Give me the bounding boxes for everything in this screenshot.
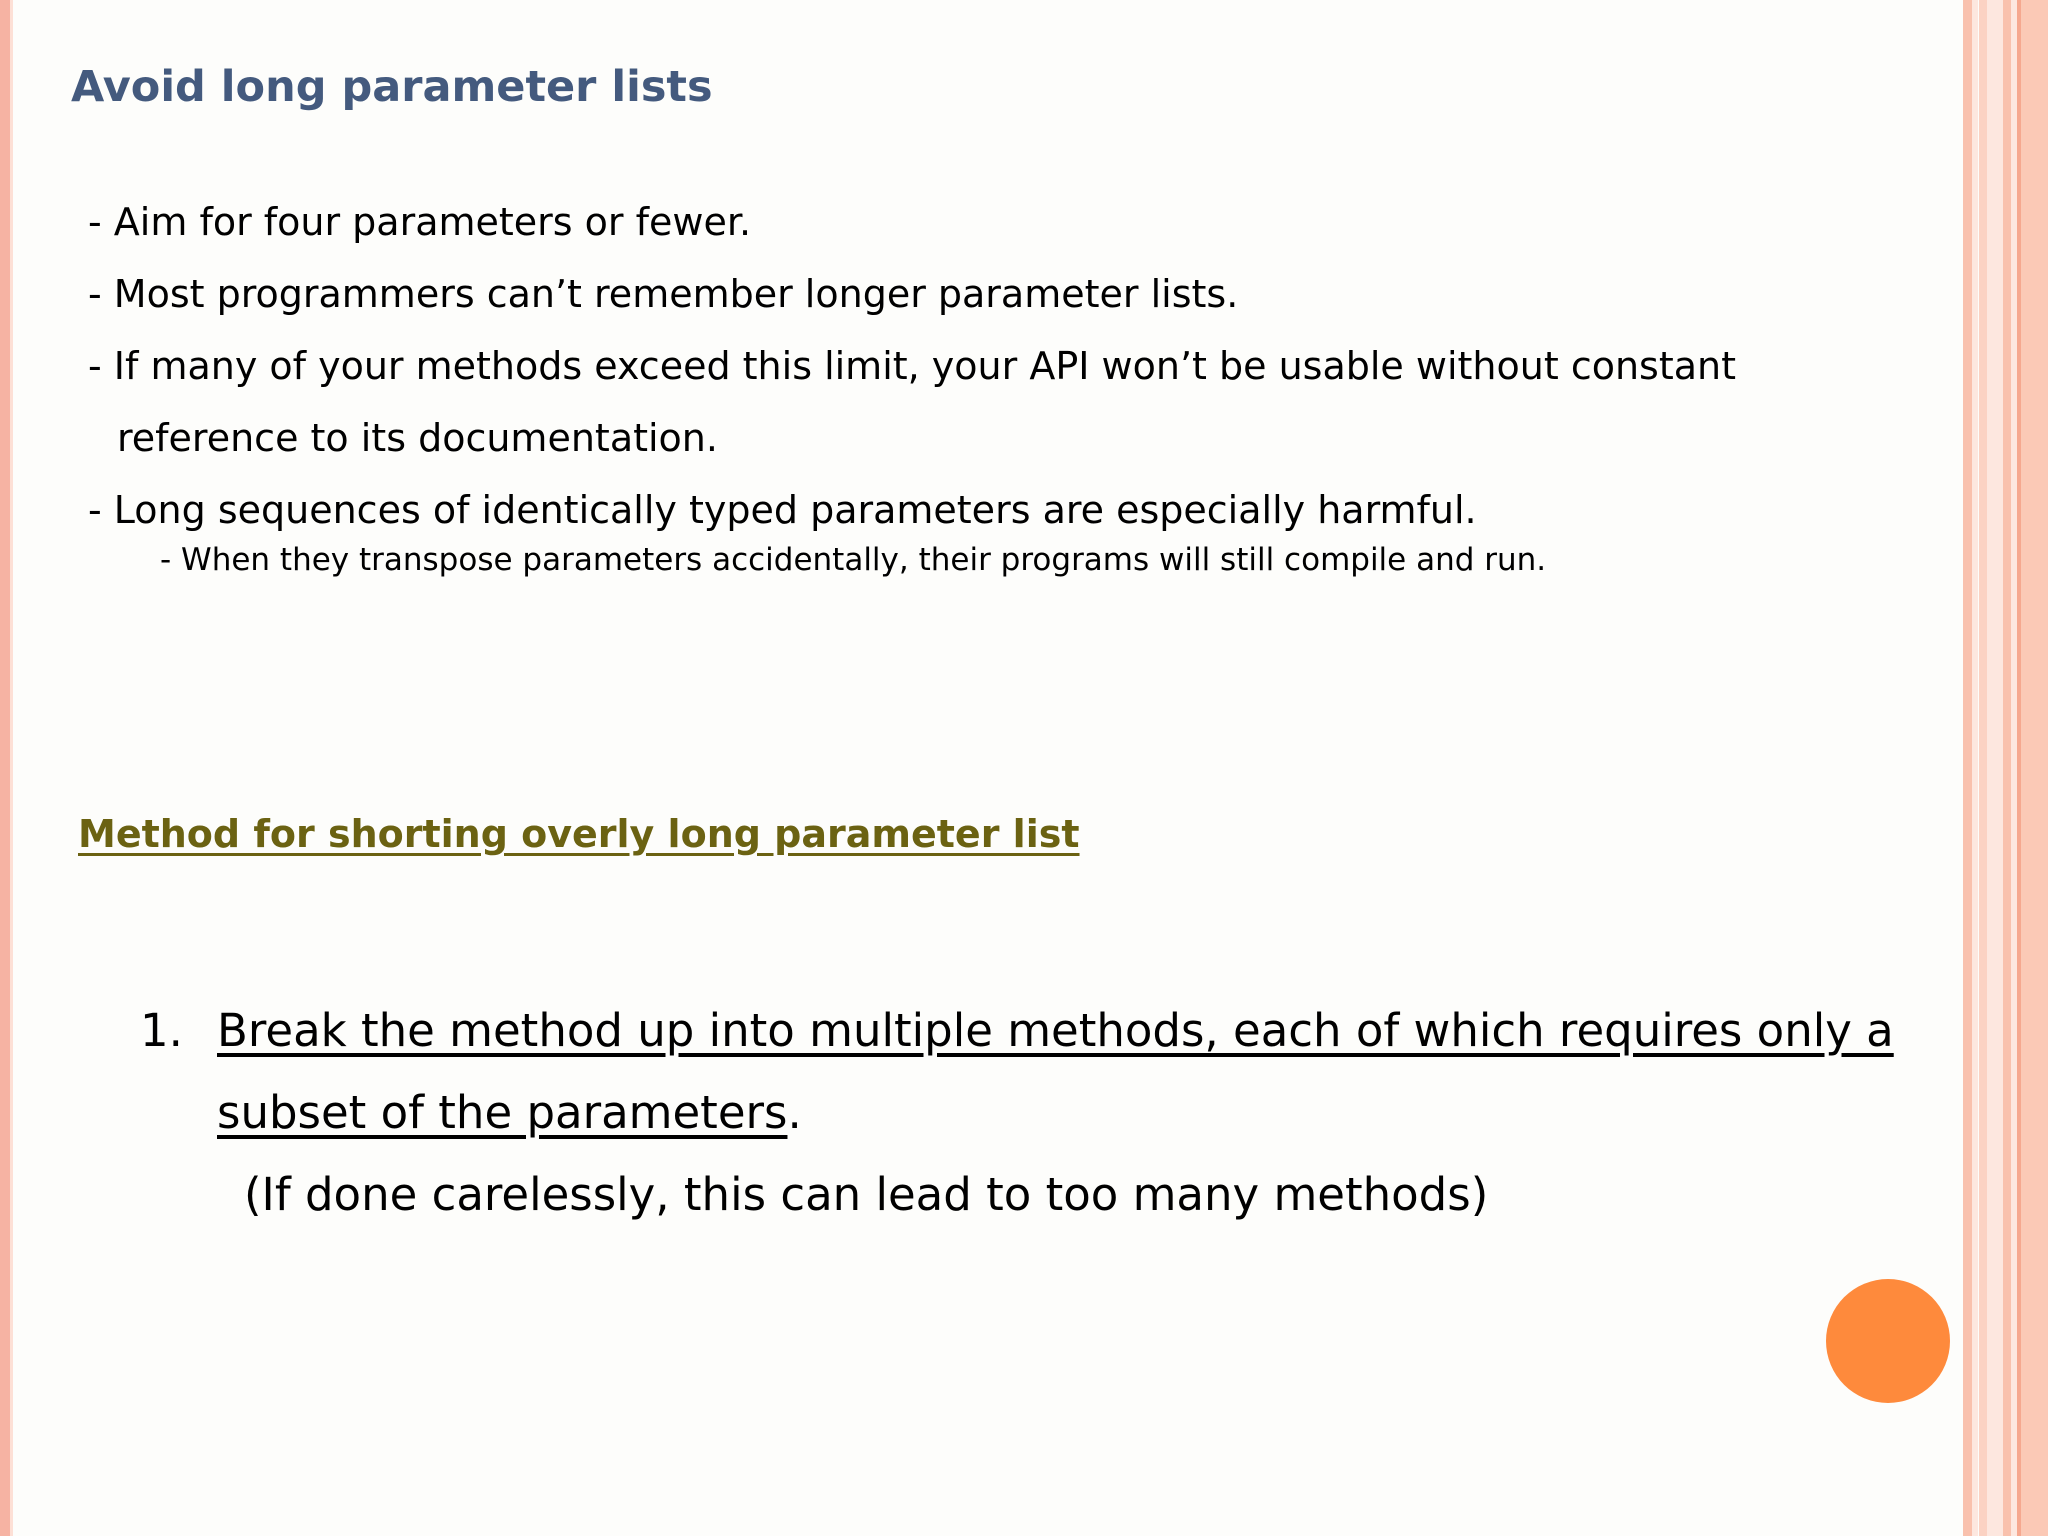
sub-bullet-item: - When they transpose parameters accidentally, their programs will still compile and run. [160, 542, 1547, 578]
bullet-item: - Most programmers can’t remember longer parameter lists. [88, 272, 1239, 316]
right-decorative-bars [1963, 0, 2048, 1536]
right-bar [1972, 0, 1978, 1536]
method-text-underlined: Break the method up into multiple methods, each of which requires only a subset of the parameters [217, 1004, 1894, 1139]
method-number: 1. [140, 1004, 183, 1057]
slide-title: Avoid long parameter lists [71, 62, 713, 112]
section-subheading: Method for shorting overly long parameter list [78, 812, 1080, 856]
right-bar [1987, 0, 2003, 1536]
right-bar [2021, 0, 2048, 1536]
right-bar [1979, 0, 1987, 1536]
right-bar [2003, 0, 2011, 1536]
method-list-item [140, 990, 1920, 1236]
bullet-item-continuation: reference to its documentation. [117, 416, 718, 460]
bullet-item: - Long sequences of identically typed parameters are especially harmful. [88, 488, 1477, 532]
left-border-stripe-inner [10, 0, 13, 1536]
left-border-stripe [0, 0, 10, 1536]
accent-circle [1826, 1279, 1950, 1403]
bullet-item: - If many of your methods exceed this limit, your API won’t be usable without constant [88, 344, 1737, 388]
method-note: (If done carelessly, this can lead to too many methods) [244, 1168, 1489, 1221]
bullet-item: - Aim for four parameters or fewer. [88, 200, 752, 244]
method-text-tail: . [787, 1086, 802, 1139]
bullet-list [88, 186, 1736, 580]
right-bar [1963, 0, 1972, 1536]
method-text [217, 990, 1920, 1154]
